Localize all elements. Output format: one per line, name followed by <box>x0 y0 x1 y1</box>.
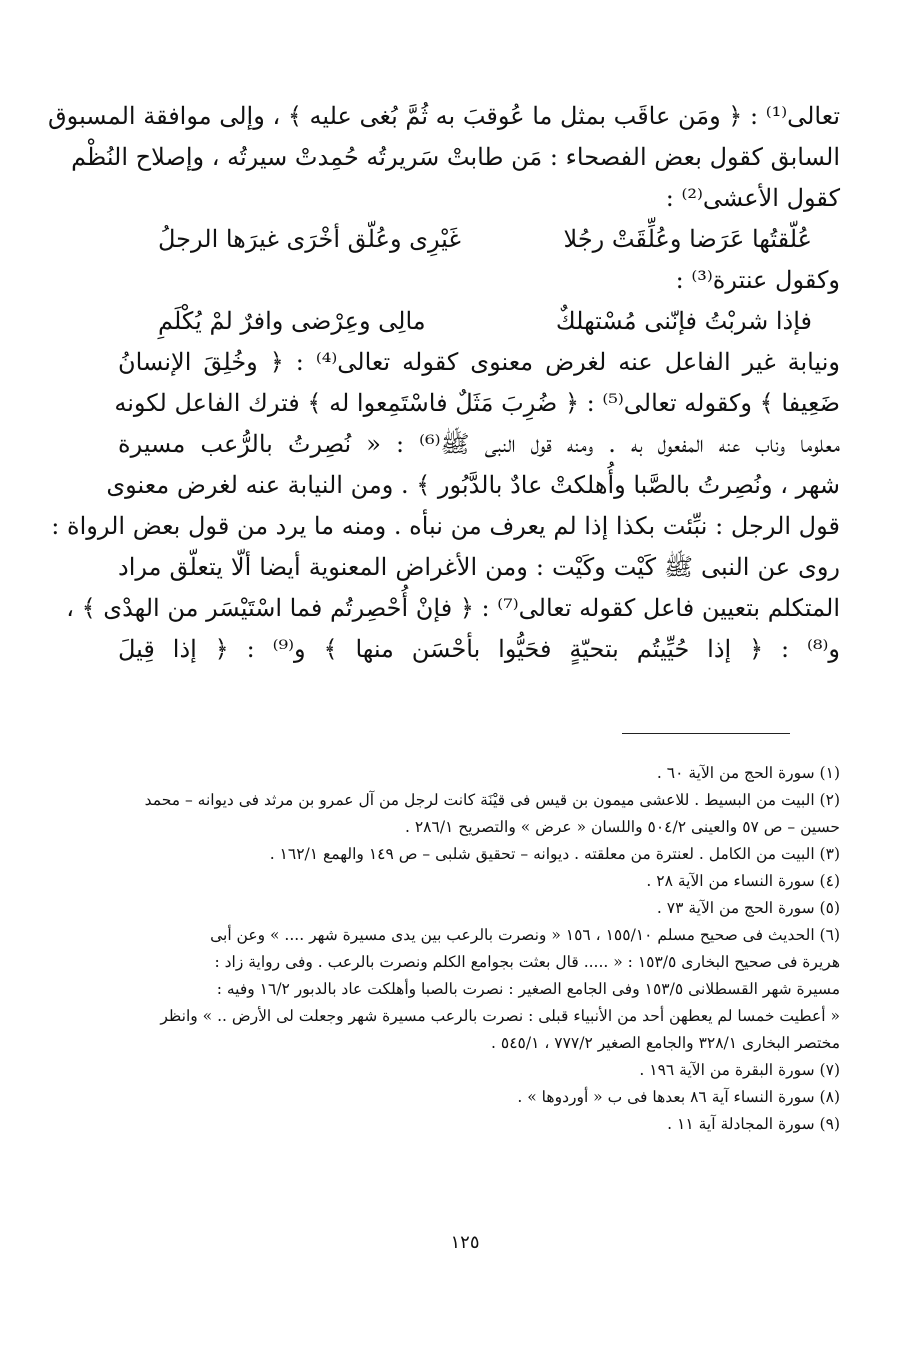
page-number: ١٢٥ <box>450 1232 480 1253</box>
body-line: ضَعِيفا ﴾ وكقوله تعالى⁽⁵⁾ : ﴿ ضُرِبَ مَثَلٌ فاسْتَمِعوا له ﴾ فترك الفاعل لكونه <box>114 389 840 417</box>
verse-second-hemistich: مالِى وعِرْضى وافرٌ لمْ يُكْلَمِ <box>158 307 426 335</box>
body-line: السابق كقول بعض الفصحاء : مَن طابتْ سَريرتُه حُمِدتْ سيرتُه ، وإصلاح النُظْم <box>71 143 840 171</box>
footnote-line: حسين – ص ٥٧ والعينى ٥٠٤/٢ واللسان « عرض » والتصريح ٢٨٦/١ . <box>404 818 840 836</box>
main-text <box>48 96 840 670</box>
body-line: وكقول عنترة⁽³⁾ : <box>675 266 840 294</box>
body-line: معلوما وناب عنه المفعول به . ومنه قول النبى ﷺ⁽⁶⁾ : « نُصِرتُ بالرُّعب مسيرة <box>118 430 840 458</box>
footnote-line: (٥) سورة الحج من الآية ٧٣ . <box>656 899 840 917</box>
footnote-line: مختصر البخارى ٣٢٨/١ والجامع الصغير ٧٧٧/٢ ، ٥٤٥/١ . <box>491 1034 840 1052</box>
footnote-line: (٣) البيت من الكامل . لعنترة من معلقته . ديوانه – تحقيق شلبى – ص ١٤٩ والهمع ١٦٢/١ . <box>269 845 840 863</box>
body-line: شهر ، ونُصِرتُ بالصَّبا وأُهلكتْ عادٌ بالدَّبُور ﴾ . ومن النيابة عنه لغرض معنوى <box>106 471 840 499</box>
body-line: روى عن النبى ﷺ كَيْت وكَيْت : ومن الأغراض المعنوية أيضا ألّا يتعلّق مراد <box>118 553 840 581</box>
footnote-line: (٦) الحديث فى صحيح مسلم ١٥٥/١٠ ، ١٥٦ « ونصرت بالرعب بين يدى مسيرة شهر .... » وعن أبى <box>210 926 840 944</box>
footnote-line: هريرة فى صحيح البخارى ١٥٣/٥ : « ..... قال بعثت بجوامع الكلم ونصرت بالرعب . وفى رواية زاد : <box>214 953 840 971</box>
footnote-line: (٢) البيت من البسيط . للاعشى ميمون بن قيس فى قيْنَة كانت لرجل من آل عمرو بن مرثد فى ديوانه – محمد <box>144 791 840 809</box>
body-line: و⁽⁸⁾ : ﴿ إذا حُيِّيتُم بتحيّةٍ فحَيُّوا بأحْسَن منها ﴾ و⁽⁹⁾ : ﴿ إذا قِيلَ <box>118 635 840 663</box>
body-line: المتكلم بتعيين فاعل كقوله تعالى⁽⁷⁾ : ﴿ فإنْ أُحْصِرتُم فما اسْتَيْسَر من الهدْى ﴾ ، <box>66 594 840 622</box>
body-line: تعالى⁽¹⁾ : ﴿ ومَن عاقَب بمثل ما عُوقبَ به ثُمَّ بُغى عليه ﴾ ، وإلى موافقة المسبوق <box>48 102 840 130</box>
footnote-line: (٩) سورة المجادلة آية ١١ . <box>667 1115 840 1133</box>
footnote-separator <box>622 733 790 734</box>
body-line: قول الرجل : نبِّئت بكذا إذا لم يعرف من نبأه . ومنه ما يرد من قول بعض الرواة : <box>51 512 840 540</box>
poetry-verse <box>118 219 840 260</box>
verse-second-hemistich: غَيْرِى وعُلّق أخْرَى غيرَها الرجلُ <box>158 225 461 253</box>
poetry-verse <box>118 301 840 342</box>
verse-first-hemistich: فإذا شربْتُ فإنّنى مُسْتهلكٌ <box>555 307 812 335</box>
body-line: ونيابة غير الفاعل عنه لغرض معنوى كقوله تعالى⁽⁴⁾ : ﴿ وخُلِقَ الإنسانُ <box>118 348 840 376</box>
footnote-line: (٤) سورة النساء من الآية ٢٨ . <box>646 872 840 890</box>
footnote-line: (٨) سورة النساء آية ٨٦ بعدها فى ب « أوردوها » . <box>517 1088 840 1106</box>
footnote-line: (٧) سورة البقرة من الآية ١٩٦ . <box>639 1061 840 1079</box>
footnote-line: مسيرة شهر القسطلانى ١٥٣/٥ وفى الجامع الصغير : نصرت بالصبا وأهلكت عاد بالدبور ١٦/٢ وفيه : <box>216 980 840 998</box>
body-line: كقول الأعشى⁽²⁾ : <box>665 184 840 212</box>
verse-first-hemistich: عُلّقتُها عَرَضا وعُلِّقَتْ رجُلا <box>563 225 812 253</box>
footnote-line: « أعطيت خمسا لم يعطهن أحد من الأنبياء قبلى : نصرت بالرعب مسيرة شهر وجعلت لى الأرض .. » وانظر <box>160 1007 840 1025</box>
footnotes <box>118 760 840 1138</box>
footnote-line: (١) سورة الحج من الآية ٦٠ . <box>656 764 840 782</box>
